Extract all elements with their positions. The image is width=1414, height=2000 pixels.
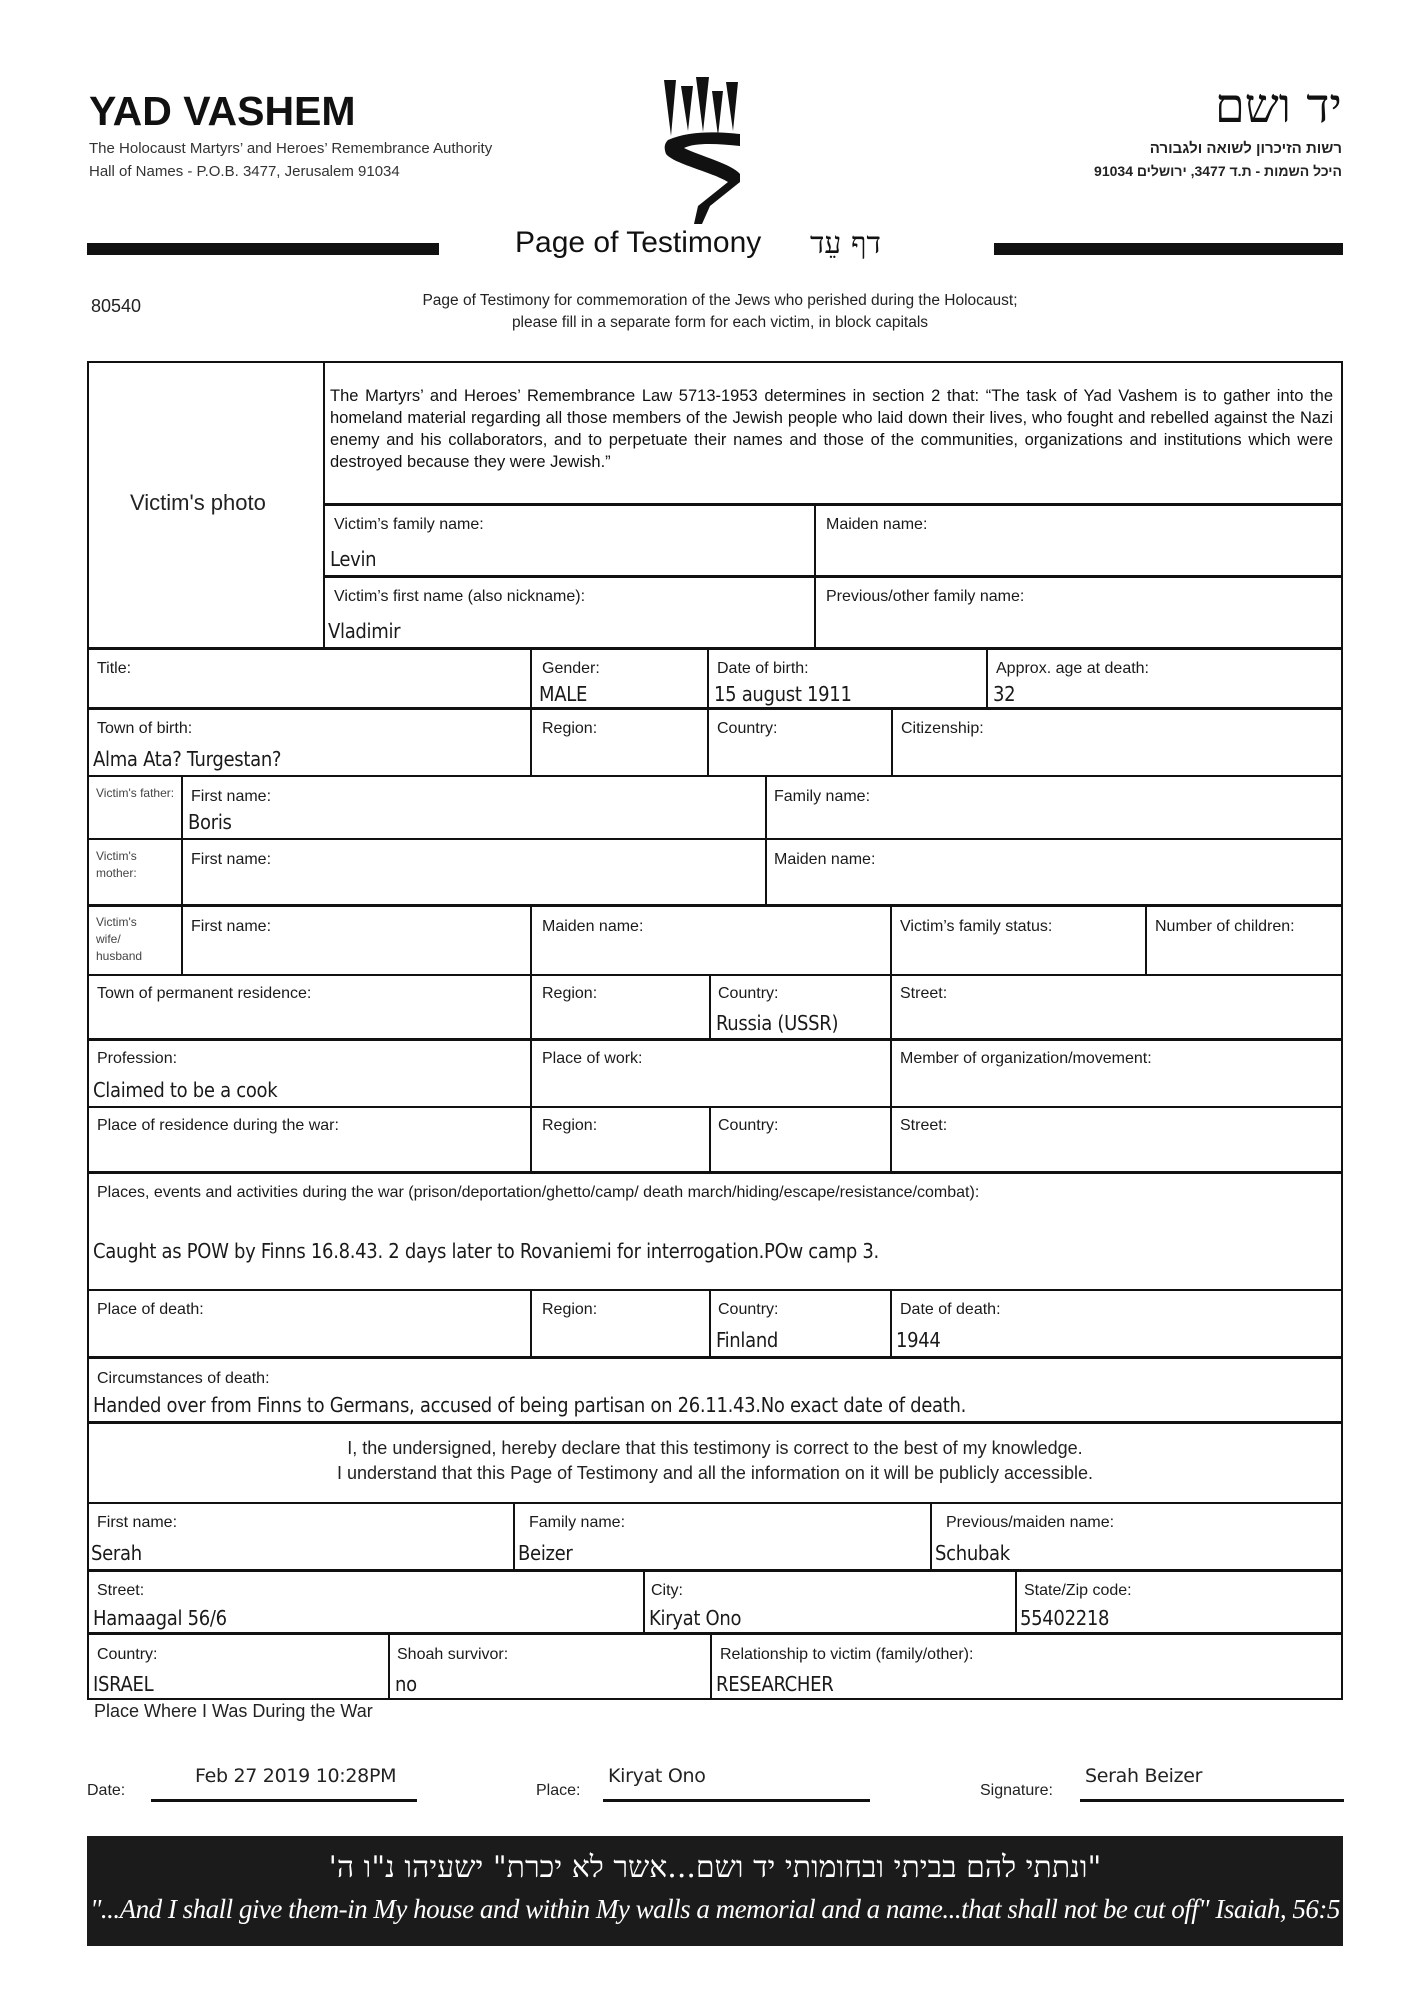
label-submitter-first-name: First name: — [97, 1514, 178, 1531]
org-subtitle-he: רשות הזיכרון לשואה ולגבורה — [1149, 140, 1342, 157]
divider — [87, 838, 1343, 840]
divider — [87, 1171, 1343, 1174]
label-place: Place: — [536, 1782, 581, 1799]
label-submitter-family-name: Family name: — [529, 1514, 626, 1531]
label-title: Title: — [97, 660, 132, 677]
page-title: Page of Testimony — [515, 226, 762, 259]
divider — [530, 648, 532, 775]
declaration-line-1: I, the undersigned, hereby declare that this testimony is correct to the best of my knowledge. — [347, 1438, 1083, 1458]
field-submitter-country[interactable]: ISRAEL — [93, 1672, 154, 1696]
label-submitter-street: Street: — [97, 1582, 145, 1599]
label-circumstances: Circumstances of death: — [97, 1370, 270, 1387]
divider — [87, 1356, 1343, 1359]
spouse-label-line: wife/ — [96, 932, 121, 946]
field-submitter-maiden-name[interactable]: Schubak — [935, 1541, 1010, 1565]
divider — [1145, 905, 1147, 974]
field-submitter-family-name[interactable]: Beizer — [518, 1541, 573, 1565]
divider — [707, 648, 709, 775]
divider — [87, 974, 1343, 976]
divider — [710, 1633, 712, 1700]
field-date-of-birth[interactable]: 15 august 1911 — [714, 682, 852, 706]
field-signature[interactable]: Serah Beizer — [1085, 1765, 1203, 1787]
divider — [891, 708, 893, 775]
place-underline — [603, 1799, 870, 1802]
divider — [530, 1289, 532, 1357]
field-family-name[interactable]: Levin — [330, 547, 377, 571]
divider — [643, 1570, 645, 1633]
label-place-of-work: Place of work: — [542, 1050, 643, 1067]
label-place-of-death: Place of death: — [97, 1301, 204, 1318]
field-town-of-birth[interactable]: Alma Ata? Turgestan? — [93, 747, 282, 771]
field-circumstances[interactable]: Handed over from Finns to Germans, accused of being partisan on 26.11.43.No exact date of death. — [93, 1393, 967, 1417]
label-shoah-survivor: Shoah survivor: — [397, 1646, 509, 1663]
label-signature: Signature: — [980, 1782, 1053, 1799]
field-shoah-survivor[interactable]: no — [395, 1672, 417, 1696]
document-id: 80540 — [91, 296, 142, 316]
victim-photo-placeholder[interactable]: Victim's photo — [130, 490, 266, 515]
org-address-en: Hall of Names - P.O.B. 3477, Jerusalem 91034 — [89, 163, 400, 180]
divider — [388, 1633, 390, 1700]
field-residence-country[interactable]: Russia (USSR) — [716, 1011, 839, 1035]
label-war-region: Region: — [542, 1117, 598, 1134]
label-victims-mother: Victim's mother: — [96, 849, 137, 880]
divider — [709, 1289, 711, 1357]
divider — [87, 1421, 1343, 1424]
field-submitter-first-name[interactable]: Serah — [91, 1541, 142, 1565]
testimony-form — [87, 361, 1343, 1700]
label-citizenship: Citizenship: — [901, 720, 984, 737]
label-spouse-maiden-name: Maiden name: — [542, 918, 644, 935]
divider — [181, 775, 183, 974]
label-first-name: Victim’s first name (also nickname): — [334, 588, 586, 605]
label-war-street: Street: — [900, 1117, 948, 1134]
label-organization: Member of organization/movement: — [900, 1050, 1152, 1067]
field-death-country[interactable]: Finland — [716, 1328, 779, 1352]
label-submitter-maiden-name: Previous/maiden name: — [946, 1514, 1115, 1531]
field-submitter-zip[interactable]: 55402218 — [1020, 1606, 1110, 1630]
label-residence-region: Region: — [542, 985, 598, 1002]
label-spouse-first-name: First name: — [191, 918, 272, 935]
field-father-first-name[interactable]: Boris — [188, 810, 232, 834]
label-family-name: Victim’s family name: — [334, 516, 484, 533]
divider — [1015, 1570, 1017, 1633]
label-residence-country: Country: — [718, 985, 779, 1002]
title-rule-right — [994, 243, 1343, 255]
field-place[interactable]: Kiryat Ono — [608, 1765, 706, 1787]
label-war-events: Places, events and activities during the war (prison/deportation/ghetto/camp/ death march/hiding/escape/resistance/combat): — [97, 1184, 980, 1201]
spouse-label-line: Victim's — [96, 915, 137, 929]
divider — [87, 707, 1343, 710]
label-mother-maiden-name: Maiden name: — [774, 851, 876, 868]
org-name-en: YAD VASHEM — [89, 88, 356, 134]
divider — [323, 503, 1343, 506]
label-age-at-death: Approx. age at death: — [996, 660, 1149, 677]
org-name-he: יד ושם — [1214, 78, 1342, 134]
label-mother-first-name: First name: — [191, 851, 272, 868]
field-age-at-death[interactable]: 32 — [993, 682, 1016, 706]
page-title-he: דף עֵד — [810, 226, 881, 261]
label-submitter-city: City: — [651, 1582, 683, 1599]
footer-quote-en: "...And I shall give them-in My house and within My walls a memorial and a name...that shall not be cut off" Isaiah, 56:5 — [90, 1894, 1340, 1924]
field-date-of-death[interactable]: 1944 — [896, 1328, 941, 1352]
label-victims-spouse — [96, 914, 176, 965]
label-relationship: Relationship to victim (family/other): — [720, 1646, 974, 1663]
divider — [323, 575, 1343, 578]
divider — [87, 1038, 1343, 1041]
label-war-residence: Place of residence during the war: — [97, 1117, 339, 1134]
divider — [986, 648, 988, 708]
label-father-family-name: Family name: — [774, 788, 871, 805]
declaration-line-2: I understand that this Page of Testimony and all the information on it will be publicly accessible. — [336, 1463, 1094, 1483]
declaration — [87, 1436, 1343, 1486]
label-date: Date: — [87, 1782, 126, 1799]
divider — [87, 904, 1343, 907]
signature-underline — [1080, 1799, 1344, 1802]
divider — [87, 1569, 1343, 1572]
divider — [709, 1106, 711, 1172]
label-number-of-children: Number of children: — [1155, 918, 1295, 935]
title-rule-left — [87, 243, 439, 255]
divider — [87, 1106, 1343, 1108]
label-town-residence: Town of permanent residence: — [97, 985, 312, 1002]
footer-quote-banner — [87, 1836, 1343, 1946]
law-intro-text: The Martyrs’ and Heroes’ Remembrance Law 5713-1953 determines in section 2 that: “The task of Yad Vashem is to gather into the homeland material regarding all those members of the Jewish people who laid down their lives, who fought and rebelled against the Nazi enemy and his collaborators, and to perpetuate their names and those of the communities, organizations and institutions which were destroyed because they were Jewish.” — [330, 387, 1333, 471]
divider — [513, 1502, 515, 1570]
field-submitter-city[interactable]: Kiryat Ono — [649, 1606, 742, 1630]
label-submitter-zip: State/Zip code: — [1024, 1582, 1132, 1599]
field-relationship[interactable]: RESEARCHER — [716, 1672, 834, 1696]
org-subtitle-en: The Holocaust Martyrs’ and Heroes’ Remembrance Authority — [89, 140, 493, 157]
field-profession[interactable]: Claimed to be a cook — [93, 1078, 278, 1102]
divider — [709, 974, 711, 1039]
label-birth-country: Country: — [717, 720, 778, 737]
field-war-events[interactable]: Caught as POW by Finns 16.8.43. 2 days later to Rovaniemi for interrogation.POw camp 3. — [93, 1239, 879, 1263]
instructions — [330, 290, 1110, 334]
label-date-of-death: Date of death: — [900, 1301, 1001, 1318]
label-death-region: Region: — [542, 1301, 598, 1318]
instruction-line-1: Page of Testimony for commemoration of the Jews who perished during the Holocaust; — [422, 292, 1018, 309]
label-death-country: Country: — [718, 1301, 779, 1318]
label-town-of-birth: Town of birth: — [97, 720, 193, 737]
spouse-label-line: husband — [96, 949, 143, 963]
divider — [87, 1502, 1343, 1504]
label-date-of-birth: Date of birth: — [717, 660, 809, 677]
label-residence-street: Street: — [900, 985, 948, 1002]
label-profession: Profession: — [97, 1050, 178, 1067]
label-gender: Gender: — [542, 660, 600, 677]
instruction-line-2: please fill in a separate form for each victim, in block capitals — [511, 314, 929, 331]
field-first-name[interactable]: Vladimir — [328, 619, 401, 643]
yad-vashem-logo-icon — [660, 74, 740, 224]
war-place-note: Place Where I Was During the War — [94, 1701, 373, 1721]
field-gender[interactable]: MALE — [539, 682, 588, 706]
label-other-family-name: Previous/other family name: — [826, 588, 1025, 605]
divider — [87, 1632, 1343, 1635]
label-family-status: Victim’s family status: — [900, 918, 1053, 935]
field-submitter-street[interactable]: Hamaagal 56/6 — [93, 1606, 227, 1630]
date-underline — [151, 1799, 417, 1802]
label-victims-father: Victim's father: — [96, 786, 175, 800]
divider — [87, 1289, 1343, 1291]
label-war-country: Country: — [718, 1117, 779, 1134]
footer-quote-he: "ונתתי להם בביתי ובחומותי יד ושם...אשר לא יכרת" ישעיהו נ"ו ה' — [328, 1850, 1102, 1885]
divider — [765, 775, 767, 905]
divider — [87, 647, 1343, 650]
divider — [87, 775, 1343, 777]
label-maiden-name: Maiden name: — [826, 516, 928, 533]
divider — [930, 1502, 932, 1570]
field-date[interactable]: Feb 27 2019 10:28PM — [195, 1765, 397, 1787]
org-address-he: היכל השמות - ת.ד 3477, ירושלים 91034 — [1094, 163, 1342, 179]
label-father-first-name: First name: — [191, 788, 272, 805]
label-birth-region: Region: — [542, 720, 598, 737]
divider — [890, 1289, 892, 1357]
label-submitter-country: Country: — [97, 1646, 158, 1663]
